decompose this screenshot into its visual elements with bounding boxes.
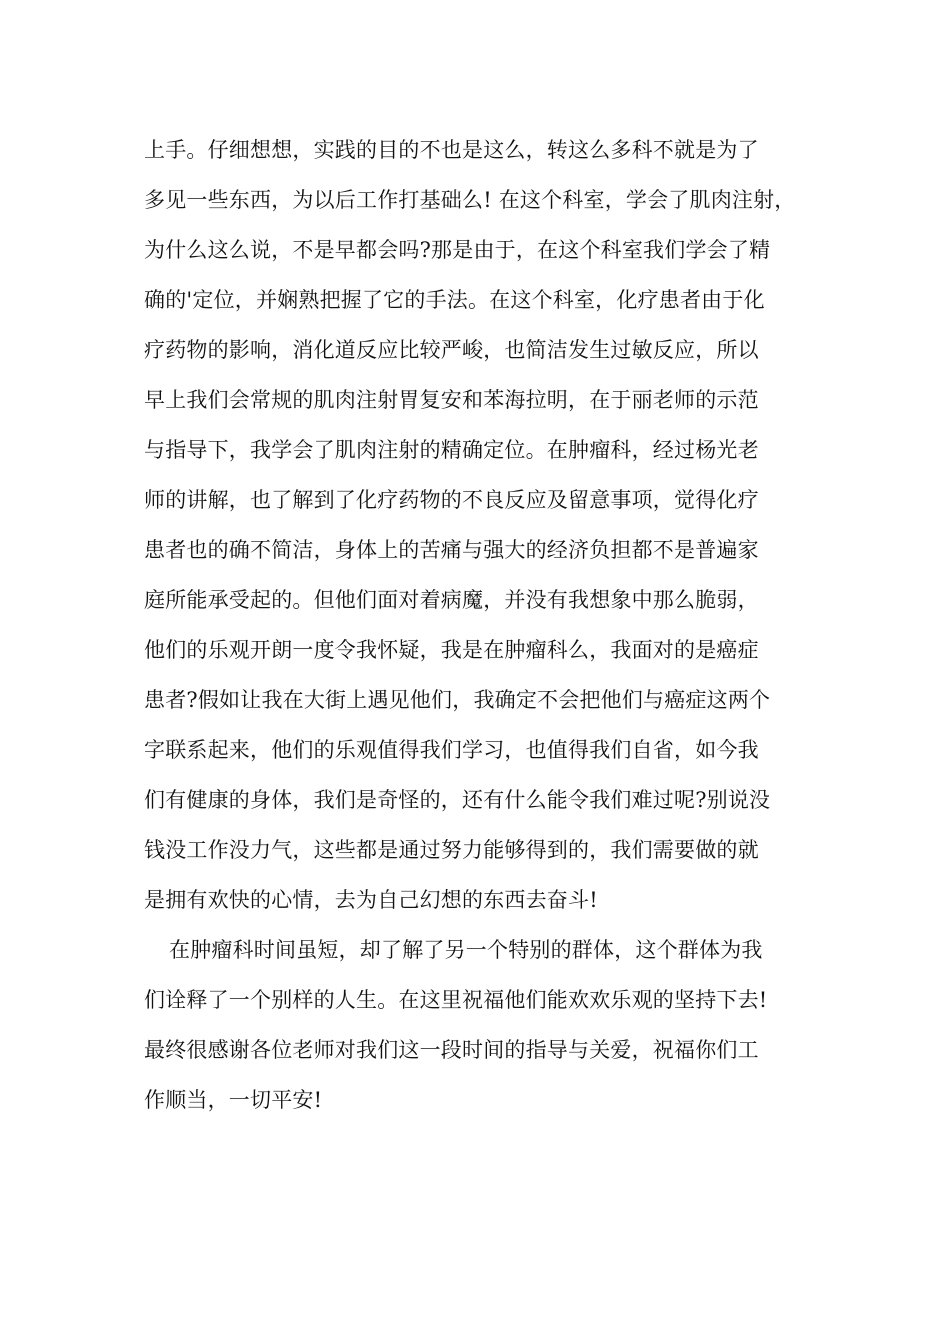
text-line: 疗药物的影响，消化道反应比较严峻，也简洁发生过敏反应，所以 [144, 338, 759, 362]
text-line: 们有健康的身体，我们是奇怪的，还有什么能令我们难过呢?别说没 [144, 788, 771, 812]
text-line: 上手。仔细想想，实践的目的不也是这么，转这么多科不就是为了 [144, 138, 759, 162]
text-line: 们诠释了一个别样的人生。在这里祝福他们能欢欢乐观的坚持下去! [144, 988, 768, 1012]
document-body [144, 129, 824, 1129]
text-line: 早上我们会常规的肌肉注射胃复安和苯海拉明，在于丽老师的示范 [144, 388, 759, 412]
text-line: 字联系起来，他们的乐观值得我们学习，也值得我们自省，如今我 [144, 738, 759, 762]
text-line: 他们的乐观开朗一度令我怀疑，我是在肿瘤科么，我面对的是癌症 [144, 638, 759, 662]
text-line: 师的讲解，也了解到了化疗药物的不良反应及留意事项，觉得化疗 [144, 488, 759, 512]
text-line: 多见一些东西，为以后工作打基础么! 在这个科室，学会了肌肉注射， [144, 188, 796, 212]
text-line: 作顺当，一切平安! [144, 1088, 323, 1112]
text-line: 确的'定位，并娴熟把握了它的手法。在这个科室，化疗患者由于化 [144, 288, 765, 312]
text-line: 患者?假如让我在大街上遇见他们，我确定不会把他们与癌症这两个 [144, 688, 771, 712]
text-line: 是拥有欢快的心情，去为自己幻想的东西去奋斗! [144, 888, 598, 912]
text-line: 庭所能承受起的。但他们面对着病魔，并没有我想象中那么脆弱， [144, 588, 759, 612]
text-line: 患者也的确不简洁，身体上的苦痛与强大的经济负担都不是普遍家 [144, 538, 759, 562]
text-line: 最终很感谢各位老师对我们这一段时间的指导与关爱，祝福你们工 [144, 1038, 759, 1062]
text-line: 为什么这么说，不是早都会吗?那是由于，在这个科室我们学会了精 [144, 238, 771, 262]
text-line: 钱没工作没力气，这些都是通过努力能够得到的，我们需要做的就 [144, 838, 759, 862]
paragraph-start-line: 在肿瘤科时间虽短，却了解了另一个特别的群体，这个群体为我 [169, 938, 763, 962]
text-line: 与指导下，我学会了肌肉注射的精确定位。在肿瘤科，经过杨光老 [144, 438, 759, 462]
